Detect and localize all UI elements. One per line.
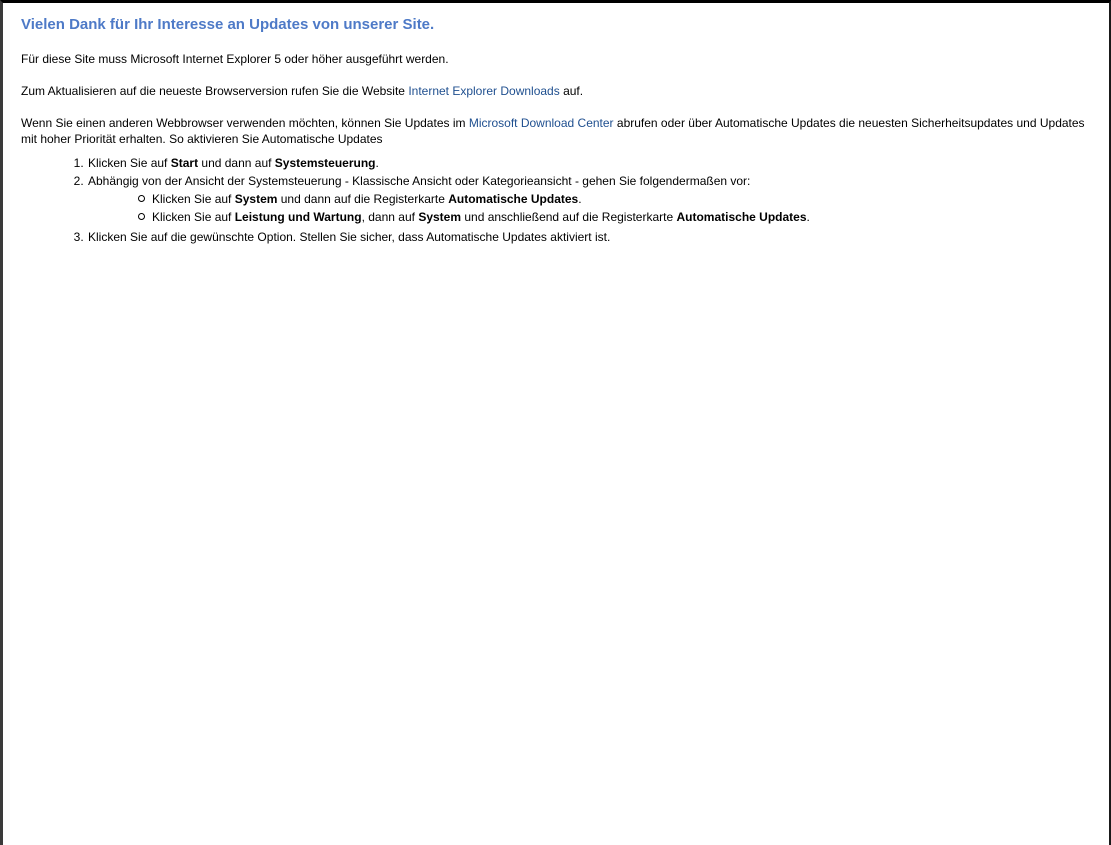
- step-1: [87, 155, 1101, 171]
- page-title: Vielen Dank für Ihr Interesse an Updates von unserer Site.: [21, 16, 435, 33]
- step-1-text-3: .: [375, 156, 379, 170]
- substep-1-text-1: Klicken Sie auf: [152, 192, 235, 206]
- update-browser-text-before: Zum Aktualisieren auf die neueste Browserversion rufen Sie die Website: [21, 84, 409, 98]
- substep-1-auto-updates: Automatische Updates: [448, 192, 579, 206]
- step-1-text-1: Klicken Sie auf: [88, 156, 171, 170]
- steps-list: [21, 155, 1101, 245]
- substep-1: [138, 191, 1101, 207]
- substep-2-performance: Leistung und Wartung: [234, 210, 362, 224]
- substep-2-system: System: [418, 210, 462, 224]
- substep-1-text-2: und dann auf die Registerkarte: [277, 192, 449, 206]
- other-browser-paragraph: [21, 115, 1101, 147]
- substep-1-text-3: .: [578, 192, 582, 206]
- step-3: [87, 229, 1101, 245]
- circle-bullet-icon: [138, 213, 145, 220]
- other-browser-text-after: abrufen oder über Automatische Updates die neuesten Sicherheitsupdates und Updates mit hoher Priorität erhalten. So aktivieren Sie Automatische Updates: [21, 116, 1085, 146]
- substep-2-text-1: Klicken Sie auf: [152, 210, 235, 224]
- substep-2-text-4: .: [806, 210, 810, 224]
- substep-2-text-3: und anschließend auf die Registerkarte: [461, 210, 677, 224]
- other-browser-text-before: Wenn Sie einen anderen Webbrowser verwenden möchten, können Sie Updates im: [21, 116, 469, 130]
- step-1-start: Start: [170, 156, 199, 170]
- circle-bullet-icon: [138, 195, 145, 202]
- step-1-text-2: und dann auf: [198, 156, 275, 170]
- update-browser-text-after: auf.: [559, 84, 584, 98]
- substep-1-system: System: [234, 192, 278, 206]
- step-3-text: Klicken Sie auf die gewünschte Option. Stellen Sie sicher, dass Automatische Updates aktiviert ist.: [88, 230, 611, 244]
- ie-downloads-link[interactable]: Internet Explorer Downloads: [408, 84, 560, 98]
- update-browser-paragraph: [21, 83, 1101, 99]
- step-2: [87, 173, 1101, 225]
- step-2-text: Abhängig von der Ansicht der Systemsteuerung - Klassische Ansicht oder Kategorieansicht - gehen Sie folgendermaßen vor:: [88, 174, 751, 188]
- requirement-paragraph: [21, 51, 1101, 67]
- page-content: [21, 15, 1101, 247]
- step-2-substeps: [88, 191, 1101, 225]
- requirement-text: Für diese Site muss Microsoft Internet Explorer 5 oder höher ausgeführt werden.: [21, 52, 449, 66]
- substep-2: [138, 209, 1101, 225]
- substep-2-text-2: , dann auf: [361, 210, 419, 224]
- download-center-link[interactable]: Microsoft Download Center: [468, 116, 614, 130]
- substep-2-auto-updates: Automatische Updates: [676, 210, 807, 224]
- step-1-control-panel: Systemsteuerung: [274, 156, 376, 170]
